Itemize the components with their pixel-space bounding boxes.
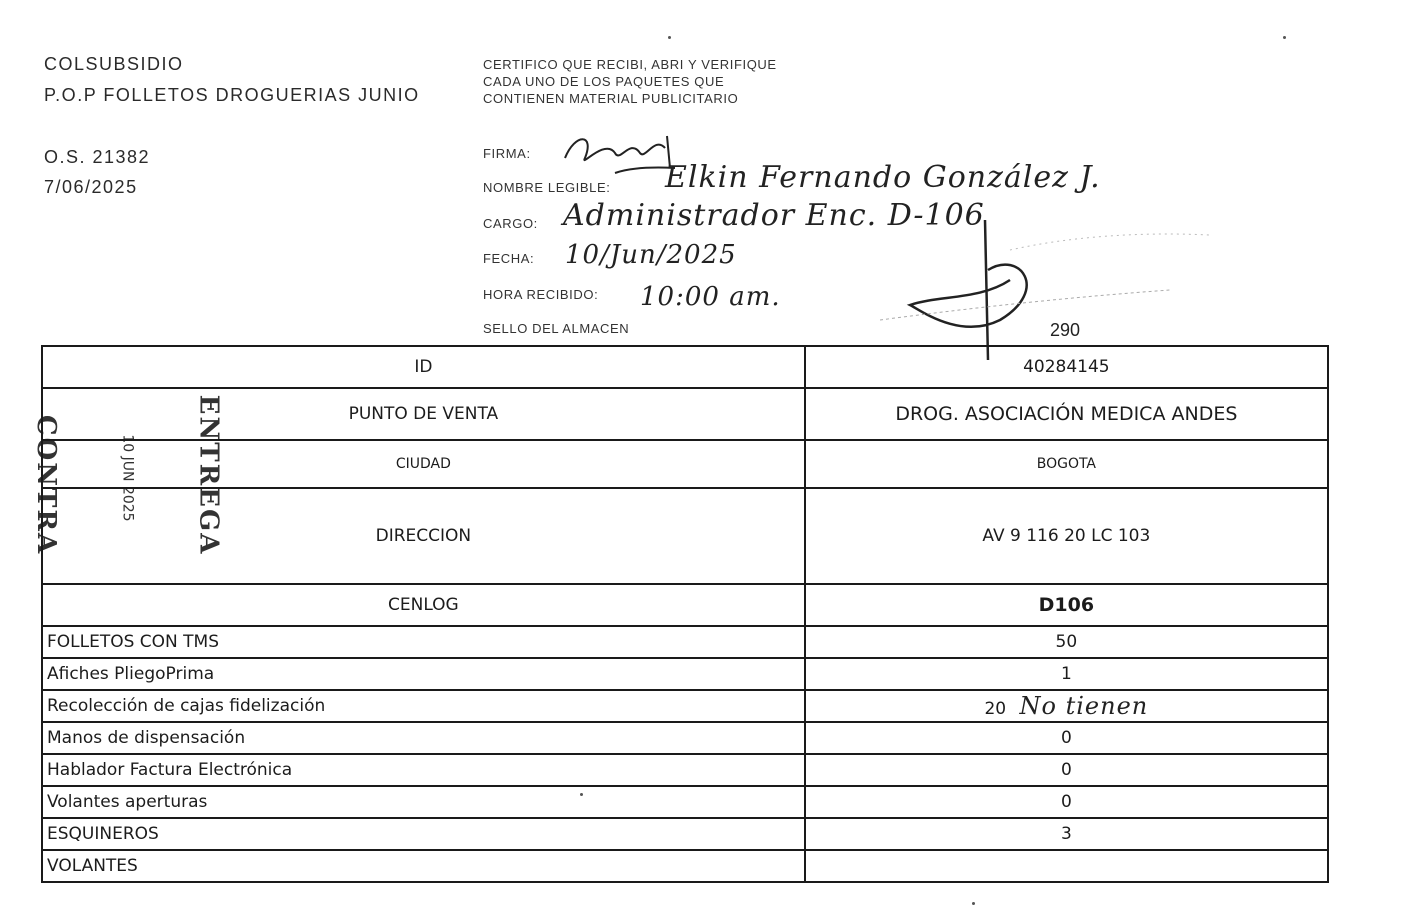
table-row [42,786,1328,818]
row-label: DIRECCION [42,488,805,584]
table-row [42,658,1328,690]
row-value: 40284145 [805,346,1328,388]
row-value [805,850,1328,882]
row-value: BOGOTA [805,440,1328,488]
row-value: D106 [805,584,1328,626]
row-value-cell [805,690,1328,722]
row-value: AV 9 116 20 LC 103 [805,488,1328,584]
scan-speck [668,36,671,39]
row-label: Hablador Factura Electrónica [42,754,805,786]
cargo-label: CARGO: [483,216,538,231]
row-label: Volantes aperturas [42,786,805,818]
row-label: ID [42,346,805,388]
row-value: 20 [984,699,1007,719]
row-label: PUNTO DE VENTA [42,388,805,440]
scan-speck [972,902,975,905]
table-row [42,818,1328,850]
table-row [42,690,1328,722]
row-value: 0 [805,754,1328,786]
nombre-value: Elkin Fernando González J. [665,160,1101,195]
stamp-line-2: 10 JUN 2025 [119,434,136,522]
certificate-statement: CERTIFICO QUE RECIBI, ABRI Y VERIFIQUE CADA UNO DE LOS PAQUETES QUE CONTIENEN MATERIAL PUBLICITARIO [483,57,777,106]
scan-speck [1283,36,1286,39]
row-value: 3 [805,818,1328,850]
cargo-value: Administrador Enc. D-106 [563,198,985,233]
row-label: ESQUINEROS [42,818,805,850]
stamp-line-3: ENTREGA [193,394,224,556]
handwritten-note: No tienen [1019,692,1149,720]
document-subtitle: P.O.P FOLLETOS DROGUERIAS JUNIO [44,85,420,105]
sello-label: SELLO DEL ALMACEN [483,321,630,336]
document-date: 7/06/2025 [44,177,138,197]
row-label: FOLLETOS CON TMS [42,626,805,658]
fecha-label: FECHA: [483,251,535,266]
table-row [42,584,1328,626]
table-row [42,626,1328,658]
row-label: CENLOG [42,584,805,626]
order-number: O.S. 21382 [44,147,151,167]
stamp-number: 290 [1050,320,1081,340]
table-row [42,346,1328,388]
table-row [42,754,1328,786]
scan-speck [580,793,583,796]
row-label: CIUDAD [42,440,805,488]
stamp-line-1: CONTRA [31,414,62,556]
table-row [42,722,1328,754]
table-row [42,488,1328,584]
hora-label: HORA RECIBIDO: [483,287,599,302]
table-row [42,388,1328,440]
firma-label: FIRMA: [483,146,531,161]
row-value: 0 [805,786,1328,818]
table-row [42,440,1328,488]
fecha-value: 10/Jun/2025 [565,240,737,270]
row-label: Manos de dispensación [42,722,805,754]
row-value: 1 [805,658,1328,690]
row-label: VOLANTES [42,850,805,882]
hora-value: 10:00 am. [640,282,781,312]
nombre-label: NOMBRE LEGIBLE: [483,180,611,195]
row-value: 0 [805,722,1328,754]
table-row [42,850,1328,882]
row-label: Afiches PliegoPrima [42,658,805,690]
row-label: Recolección de cajas fidelización [42,690,805,722]
company-name: COLSUBSIDIO [44,54,184,74]
row-value: DROG. ASOCIACIÓN MEDICA ANDES [805,388,1328,440]
delivery-table [41,345,1329,883]
row-value: 50 [805,626,1328,658]
